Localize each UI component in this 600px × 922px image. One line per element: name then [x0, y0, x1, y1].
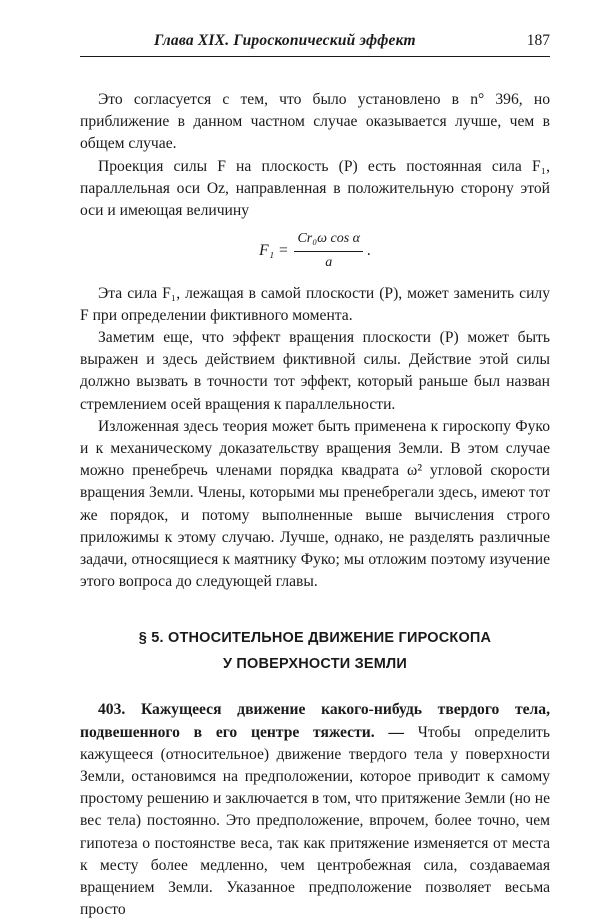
paragraph-5: Изложенная здесь теория может быть применена к гироскопу Фуко и к механическому доказательству вращения Земли. В этом случае можно пренебречь членами порядка квадрата ω² угловой скорости вращения Земли. Члены, которыми мы пренебрегали здесь, имеют тот же порядок, и потому выполненные выше вычисления строго приложимы к этому случаю. Лучше, однако, не разделять различные задачи, относящиеся к маятнику Фуко; мы отложим поэтому изучение этого вопроса до следующей главы.	[80, 417, 550, 591]
page-body	[80, 89, 550, 922]
formula-end: .	[366, 242, 371, 259]
section-heading	[80, 625, 550, 677]
article-title: 403. Кажущееся движение какого-нибудь твердого тела, подвешенного в его центре тяжести. —	[80, 701, 550, 741]
page-number: 187	[526, 32, 550, 49]
formula-numerator: Cr₀ω cos α	[294, 228, 363, 252]
formula-lhs: F₁ =	[259, 242, 289, 259]
book-page	[80, 32, 550, 922]
paragraph-2: Проекция силы F на плоскость (P) есть постоянная сила F₁, параллельная оси Oz, направленная в положительную сторону этой оси и имеющая величину	[80, 157, 550, 220]
formula-fraction	[294, 228, 363, 274]
section-heading-line-2: У ПОВЕРХНОСТИ ЗЕМЛИ	[222, 656, 408, 673]
running-header	[80, 32, 550, 57]
paragraph-1: Это согласуется с тем, что было установлено в n° 396, но приближение в данном частном случае оказывается лучше, чем в общем случае.	[80, 91, 550, 153]
running-title: Глава XIX. Гироскопический эффект	[154, 32, 416, 49]
article-text: Чтобы определить кажущееся (относительное) движение твердого тела у поверхности Земли, остановимся на предположении, которое приводит к самому простому решению и заключается в том, что притяжение Земли (но не вес тела) постоянно. Это предположение, впрочем, более точно, чем гипотеза о постоянстве веса, так как притяжение изменяется от места к месту более медленно, чем центробежная сила, создаваемая вращением Земли. Указанное предположение позволяет весьма просто	[80, 723, 550, 919]
article-403	[80, 699, 550, 921]
section-heading-line-1: § 5. ОТНОСИТЕЛЬНОЕ ДВИЖЕНИЕ ГИРОСКОПА	[138, 630, 492, 647]
formula-f1	[80, 228, 550, 274]
paragraph-3: Эта сила F₁, лежащая в самой плоскости (P), может заменить силу F при определении фиктивного момента.	[80, 284, 550, 324]
paragraph-4: Заметим еще, что эффект вращения плоскости (P) может быть выражен и здесь действием фиктивной силы. Действие этой силы должно вызвать в точности тот эффект, который раньше был назван стремлением осей вращения к параллельности.	[80, 329, 550, 413]
formula-denominator: a	[325, 255, 333, 271]
